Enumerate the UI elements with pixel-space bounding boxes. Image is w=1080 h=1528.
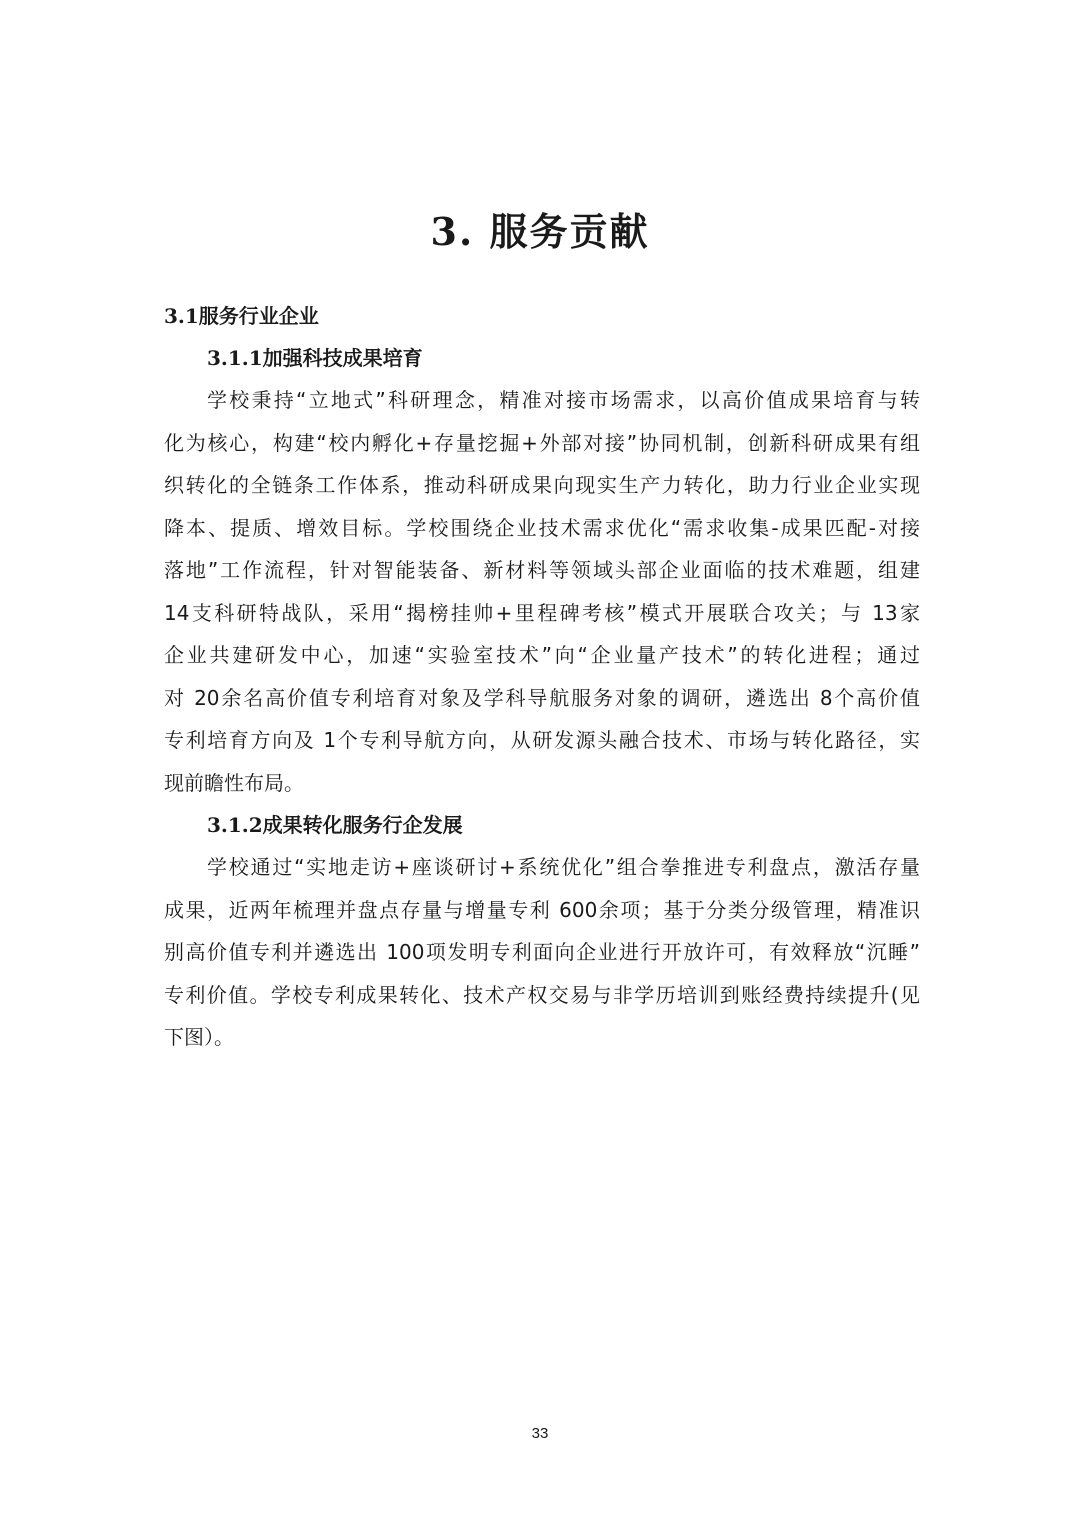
paragraph-line: 别高价值专利并遴选出 100项发明专利面向企业进行开放许可，有效释放“沉睡” [164, 940, 920, 964]
paragraph-line: 专利培育方向及 1个专利导航方向，从研发源头融合技术、市场与转化路径，实 [164, 728, 920, 752]
paragraph-3-1-1 [164, 379, 920, 804]
paragraph-line: 织转化的全链条工作体系，推动科研成果向现实生产力转化，助力行业企业实现 [164, 473, 920, 497]
paragraph-3-1-2 [164, 846, 920, 1059]
subsection-heading-3-1-2: 3.1.2成果转化服务行企发展 [207, 813, 463, 837]
paragraph-line: 学校秉持“立地式”科研理念，精准对接市场需求，以高价值成果培育与转 [207, 388, 920, 412]
paragraph-line: 降本、提质、增效目标。学校围绕企业技术需求优化“需求收集-成果匹配-对接 [164, 515, 920, 540]
paragraph-line: 学校通过“实地走访+座谈研讨+系统优化”组合拳推进专利盘点，激活存量 [207, 855, 920, 879]
paragraph-line: 成果，近两年梳理并盘点存量与增量专利 600余项；基于分类分级管理，精准识 [164, 897, 920, 922]
chapter-title: 3. 服务贡献 [430, 209, 650, 254]
paragraph-line: 下图）。 [164, 1025, 234, 1049]
paragraph-line: 专利价值。学校专利成果转化、技术产权交易与非学历培训到账经费持续提升(见 [164, 982, 920, 1007]
paragraph-line: 现前瞻性布局。 [164, 770, 304, 795]
page-number: 33 [531, 1425, 549, 1442]
paragraph-line: 落地”工作流程，针对智能装备、新材料等领域头部企业面临的技术难题，组建 [164, 558, 920, 582]
paragraph-line: 14支科研特战队，采用“揭榜挂帅+里程碑考核”模式开展联合攻关；与 13家 [164, 600, 920, 625]
subsection-heading-3-1-1: 3.1.1加强科技成果培育 [207, 346, 423, 370]
paragraph-line: 企业共建研发中心，加速“实验室技术”向“企业量产技术”的转化进程；通过 [164, 643, 920, 667]
paragraph-line: 化为核心，构建“校内孵化+存量挖掘+外部对接”协同机制，创新科研成果有组 [164, 430, 920, 455]
section-heading-3-1: 3.1服务行业企业 [164, 304, 319, 328]
paragraph-line: 对 20余名高价值专利培育对象及学科导航服务对象的调研，遴选出 8个高价值 [164, 685, 920, 710]
page-content [164, 295, 920, 1059]
